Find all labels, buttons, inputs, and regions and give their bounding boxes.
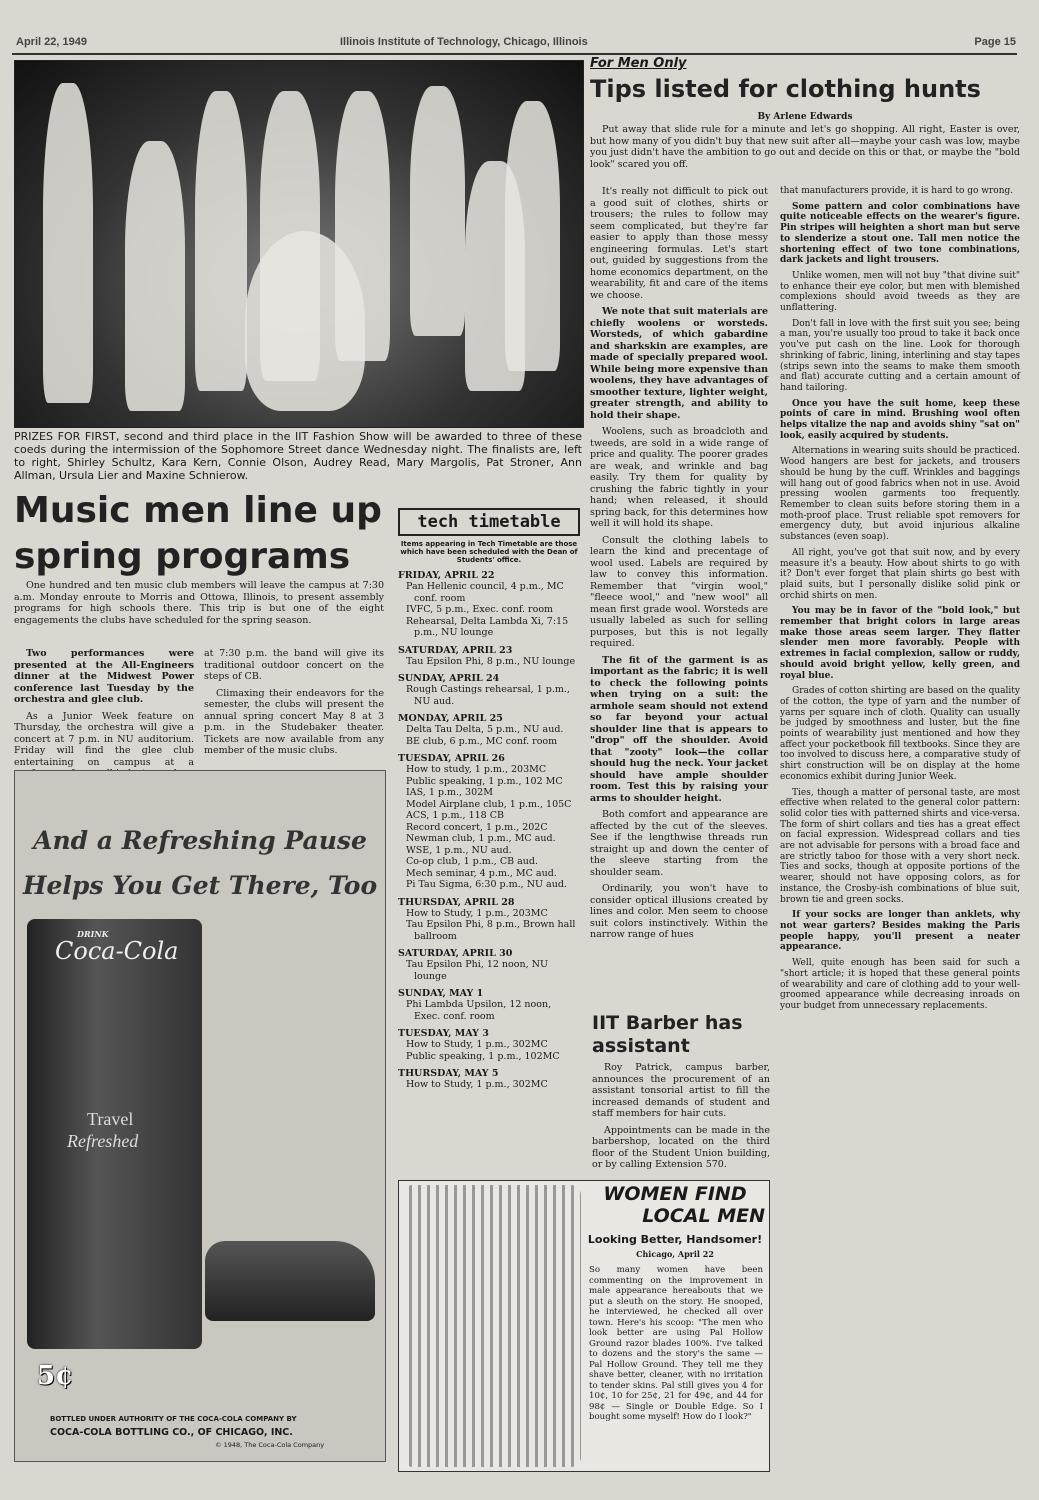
tips-c2-p5: All right, you've got that suit now, and by every measure it's a beauty. How about shirts to go with it? Don't ever forget that plain shirts go best with plaid suits, but I personally dislike solid pink or orchid shirts on men. <box>780 547 1020 601</box>
timetable-day: THURSDAY, MAY 5 <box>398 1068 499 1079</box>
timetable-event: BE club, 6 p.m., MC conf. room <box>406 735 558 747</box>
timetable-event: Public speaking, 1 p.m., 102MC <box>406 1050 560 1062</box>
timetable-event: How to Study, 1 p.m., 203MC <box>406 907 548 919</box>
tips-column-2 <box>780 186 1020 1017</box>
music-paragraph-3: at 7:30 p.m. the band will give its traditional outdoor concert on the steps of CB. <box>204 648 384 682</box>
ad-body: So many women have been commenting on the improvement in male appearance hereabouts that we put a sleuth on the story. He snooped, he interviewed, he checked all over town. Here's his scoop: "The men who look better are using Pal Hollow Ground razor blades 100%. I've talked to dozens and the story's the same — Pal Hollow Ground. They tell me they shave better, cleaner, with no irritation to tender skins. Pal still gives you 4 for 10¢, 10 for 25¢, 21 for 49¢, and 44 for 98¢ — Single or Double Edge. So I bought some myself! How do I look?" <box>589 1265 763 1422</box>
barber-headline: IIT Barber has assistant <box>592 1012 743 1057</box>
timetable-event: How to study, 1 p.m., 203MC <box>406 764 547 775</box>
timetable-day: SUNDAY, APRIL 24 <box>398 673 500 684</box>
tips-c1-p1: It's really not difficult to pick out a good suit of clothes, shirts or trousers; the rules to follow may seem complicated, but they're far easier to apply than those messy engineering formulas. Let's start out, guided by suggestions from the home economics department, on the wearability, fit and care of the items we choose. <box>590 186 768 301</box>
ad-copyright: © 1948, The Coca-Cola Company <box>215 1441 325 1449</box>
music-headline: Music men line up spring programs <box>14 490 382 577</box>
ad-line-2: Helps You Get There, Too <box>22 871 378 900</box>
timetable-event: Tau Epsilon Phi, 12 noon, NU lounge <box>406 959 548 982</box>
tips-byline: By Arlene Edwards <box>757 112 853 122</box>
timetable-event: Co-op club, 1 p.m., CB aud. <box>406 856 539 867</box>
timetable-event: Tau Epsilon Phi, 8 p.m., Brown hall ballroom <box>406 919 576 942</box>
music-col-left <box>14 648 194 785</box>
tech-timetable <box>398 508 580 1091</box>
ad-headline-2: LOCAL MEN <box>642 1205 765 1227</box>
barber-p2: Appointments can be made in the barbershop, located on the third floor of the Student Union building, or by calling Extension 570. <box>592 1124 770 1170</box>
header-date: April 22, 1949 <box>16 36 87 48</box>
tips-c2-p8: Well, quite enough has been said for such a "short article; it is hoped that these general points of wearability and care of clothing add to your well-groomed appearance while decreasing inroads on your budget from unnecessary replacements. <box>780 958 1020 1011</box>
timetable-day: SATURDAY, APRIL 30 <box>398 948 513 959</box>
music-lead <box>14 580 384 631</box>
timetable-event: Public speaking, 1 p.m., 102 MC <box>406 775 563 787</box>
tips-c2-bold3: You may be in favor of the "bold look," but remember that bright colors in large areas make those areas seem larger. They flatter slender men more favorably. People with extremes in facial complexion, sallow or ruddy, should avoid bright yellow, kelly green, and royal blue. <box>780 606 1020 681</box>
tips-c2-p7: Ties, though a matter of personal taste, are most effective when related to the general color pattern: solid color ties with patterned shirts and vice-versa. The form of shirt collars and ties has a great effect on facial expression. Widespread collars and ties are not advisable for persons with a broad face and are strictly taboo for those with a very short neck. Ties and socks, though at opposite portions of the wearer, should not have opposing colors, as for instance, the Crosby-ish combinations of blue suit, brown tie and green socks. <box>780 787 1020 905</box>
tips-c1-p3: Consult the clothing labels to learn the kind and precentage of wool used. Labels are required by law to convey this information. Remember that "virgin wool," "fleece wool," and "new wool" all mean first grade wool. Worsteds are usually labeled as such for selling purposes, but this is not legally required. <box>590 534 768 649</box>
fashion-show-photo <box>14 60 584 428</box>
timetable-day: TUESDAY, APRIL 26 <box>398 753 505 764</box>
timetable-event: Tau Epsilon Phi, 8 p.m., NU lounge <box>406 655 576 667</box>
timetable-event: Rehearsal, Delta Lambda Xi, 7:15 p.m., NU lounge <box>406 615 569 638</box>
pal-razor-ad <box>398 1180 770 1472</box>
tips-lead: Put away that slide rule for a minute and let's go shopping. All right, Easter is over, but how many of you didn't buy that new suit after all—maybe your cash was low, maybe you just didn't have the ambition to go out and decide on this or that, or maybe the "bold look" scared you off. <box>590 124 1020 170</box>
barber-article <box>592 1062 770 1176</box>
tips-column-1 <box>590 186 768 946</box>
tips-c2-p2: Unlike women, men will not buy "that divine suit" to enhance their eye color, but men with blemished complexions should avoid tweeds as they are unflattering. <box>780 270 1020 314</box>
barber-p1: Roy Patrick, campus barber, announces the procurement of an assistant tonsorial artist to fill the increased demands of student and staff members for hair cuts. <box>592 1062 770 1119</box>
ad-price: 5¢ <box>37 1361 74 1391</box>
header-rule <box>12 53 1017 55</box>
tips-kicker: For Men Only <box>590 56 687 71</box>
timetable-event: Phi Lambda Upsilon, 12 noon, Exec. conf. room <box>406 999 552 1022</box>
tips-headline: Tips listed for clothing hunts <box>590 75 981 103</box>
ad-illustration <box>403 1185 581 1467</box>
ad-dateline: Chicago, April 22 <box>636 1249 714 1259</box>
tips-c2-p1: that manufacturers provide, it is hard to go wrong. <box>780 186 1014 196</box>
timetable-event: Rough Castings rehearsal, 1 p.m., NU aud. <box>406 684 570 707</box>
timetable-event: Delta Tau Delta, 5 p.m., NU aud. <box>406 724 564 735</box>
timetable-event: IVFC, 5 p.m., Exec. conf. room <box>406 604 554 615</box>
timetable-day: TUESDAY, MAY 3 <box>398 1028 489 1039</box>
timetable-list <box>398 570 580 1091</box>
timetable-day: MONDAY, APRIL 25 <box>398 713 503 724</box>
tips-c2-bold2: Once you have the suit home, keep these points of care in mind. Brushing wool often helps vitalize the nap and avoids shiny "sat on" look, easily acquired by students. <box>780 398 1020 441</box>
timetable-event: How to Study, 1 p.m., 302MC <box>406 1039 548 1050</box>
page-header <box>16 36 1016 54</box>
coca-cola-ad <box>14 770 386 1462</box>
ad-drink: DRINK <box>77 929 109 939</box>
music-col-right <box>204 648 384 762</box>
header-page-number: Page 15 <box>974 36 1016 48</box>
timetable-title: tech timetable <box>398 508 580 536</box>
timetable-event: WSE, 1 p.m., NU aud. <box>406 844 512 856</box>
tips-c1-bold2: The fit of the garment is as important as the fabric; it is well to check the following points when trying on a suit: the armhole seam should not extend so far beyond your actual shoulder line that is appears to "drop" off the shoulder. Avoid that "zooty" look—the collar should hug the neck. Your jacket should have ample shoulder room. Test this by raising your arms to shoulder height. <box>590 654 768 804</box>
ad-headline-1: WOMEN FIND <box>603 1183 747 1205</box>
music-paragraph-4: Climaxing their endeavors for the semester, the clubs will present the annual spring concert May 8 at 3 p.m. in the Studebaker theater. Tickets are now available from any member of the music clubs. <box>204 687 384 756</box>
tips-c2-bold4: If your socks are longer than anklets, why not wear garters? Besides making the Paris people happy, you'll present a neater appearance. <box>780 910 1020 953</box>
ad-bottled-by: BOTTLED UNDER AUTHORITY OF THE COCA-COLA COMPANY BY <box>50 1415 297 1423</box>
ad-slogan-refreshed: Refreshed <box>67 1131 139 1151</box>
car-illustration <box>205 1241 375 1321</box>
photo-caption: PRIZES FOR FIRST, second and third place in the IIT Fashion Show will be awarded to three of these coeds during the intermission of the Sophomore Street dance Wednesday night. The finalists are, left to right, Shirley Schultz, Kara Kern, Connie Olson, Audrey Read, Mary Margolis, Pat Stroner, Ann Allman, Ursula Lier and Maxine Schnierow. <box>14 430 582 482</box>
ad-slogan-travel: Travel <box>87 1109 134 1129</box>
tips-c1-bold: We note that suit materials are chiefly woolens or worsteds. Worsteds, of which gabardine and sharkskin are examples, are made of specially prepared wool. While being more expensive than woolens, they have advantages of smoother texture, lighter weight, greater strength, and ability to hold their shape. <box>590 306 768 421</box>
tips-c2-p3: Don't fall in love with the first suit you see; being a man, you're usually too proud to take it back once you've put cash on the line. Look for thorough shrinking of fabric, lining, interlining and stay tapes (strips sewn into the seams to make them smooth and flat) accurate cutting and a certain amount of hand tailoring. <box>780 318 1020 393</box>
tips-lead-block <box>590 124 1020 175</box>
tips-c1-p2: Woolens, such as broadcloth and tweeds, are sold in a wide range of price and quality. The poorer grades are weak, and wrinkle and bag easily. Try them for quality by crushing the fabric tightly in your hand; when released, it should spring back, for this determines how well it will hold its shape. <box>590 426 768 529</box>
timetable-event: How to Study, 1 p.m., 302MC <box>406 1079 548 1090</box>
timetable-day: SUNDAY, MAY 1 <box>398 988 484 999</box>
music-paragraph-2: As a Junior Week feature on Thursday, the orchestra will give a concert at 7 p.m. in NU auditorium. Friday will find the glee club entertaining on campus at a <box>14 710 194 768</box>
ad-headline-3: Looking Better, Handsomer! <box>587 1233 763 1246</box>
timetable-event: Mech seminar, 4 p.m., MC aud. <box>406 867 557 879</box>
timetable-day: SATURDAY, APRIL 23 <box>398 644 513 656</box>
coca-cola-logo: Coca-Cola <box>55 937 179 965</box>
timetable-note: Items appearing in Tech Timetable are those which have been scheduled with the Dean of Students' office. <box>400 540 578 564</box>
tips-c1-p4: Both comfort and appearance are affected by the cut of the sleeves. See if the lengthwise threads run straight up and down the center of the sleeve starting from the shoulder seam. <box>590 809 768 878</box>
music-lead-text: One hundred and ten music club members will leave the campus at 7:30 a.m. Monday enroute to Morris and Ottowa, Illinois, to present assembly programs for high schools there. This trip is but one of the eight engagements the clubs have scheduled for the spring season. <box>14 580 384 626</box>
vending-machine-illustration <box>27 919 202 1349</box>
music-bold-paragraph: Two performances were presented at the All-Engineers dinner at the Midwest Power conference last Tuesday by the orchestra and glee club. <box>14 648 194 705</box>
timetable-event: Record concert, 1 p.m., 202C <box>406 821 548 833</box>
tips-c2-bold: Some pattern and color combinations have quite noticeable effects on the wearer's figure. Pin stripes will heighten a short man but serve to slenderize a stout one. Tall men notice the shortening effect of two tone combinations, dark jackets and light trousers. <box>780 201 1020 266</box>
header-publication: Illinois Institute of Technology, Chicago, Illinois <box>340 36 588 48</box>
ad-line-1: And a Refreshing Pause <box>33 826 367 855</box>
ad-company: COCA-COLA BOTTLING CO., OF CHICAGO, INC. <box>50 1427 293 1438</box>
timetable-event: Pi Tau Sigma, 6:30 p.m., NU aud. <box>406 879 567 890</box>
tips-c1-p5: Ordinarily, you won't have to consider optical illusions created by lines and color. Men seem to choose suit colors instinctively. Within the narrow range of hues <box>590 883 768 940</box>
timetable-day: THURSDAY, APRIL 28 <box>398 896 515 908</box>
timetable-event: Pan Hellenic council, 4 p.m., MC conf. room <box>406 581 564 604</box>
tips-c2-p6: Grades of cotton shirting are based on the quality of the cotton, the type of yarn and the number of yarns per square inch of cloth. Quality can usually be judged by smoothness and luster, but the fine points of wearability just mentioned and how they affect your pocketbook fill textbooks. Since they are too involved to discuss here, a comparative study of shirt construction will be on display at the home economics exhibit during Junior Week. <box>780 686 1020 782</box>
tips-c2-p4: Alternations in wearing suits should be practiced. Wood hangers are best for jackets, and trousers should be hung by the cuff. Wrinkles and baggings will hang out of good fabrics when not in use. Avoid pressing woolen garments too frequently. Remember to clean suits before storing them in a moth-proof place. Trust reliable spot removers for emergency duty, but avoid injurious alkaline substances (even soap). <box>780 446 1020 543</box>
timetable-event: ACS, 1 p.m., 118 CB <box>406 810 504 821</box>
timetable-event: Model Airplane club, 1 p.m., 105C <box>406 798 572 810</box>
timetable-event: Newman club, 1 p.m., MC aud. <box>406 833 556 844</box>
timetable-day: FRIDAY, APRIL 22 <box>398 570 495 581</box>
timetable-event: IAS, 1 p.m., 302M <box>406 787 493 798</box>
